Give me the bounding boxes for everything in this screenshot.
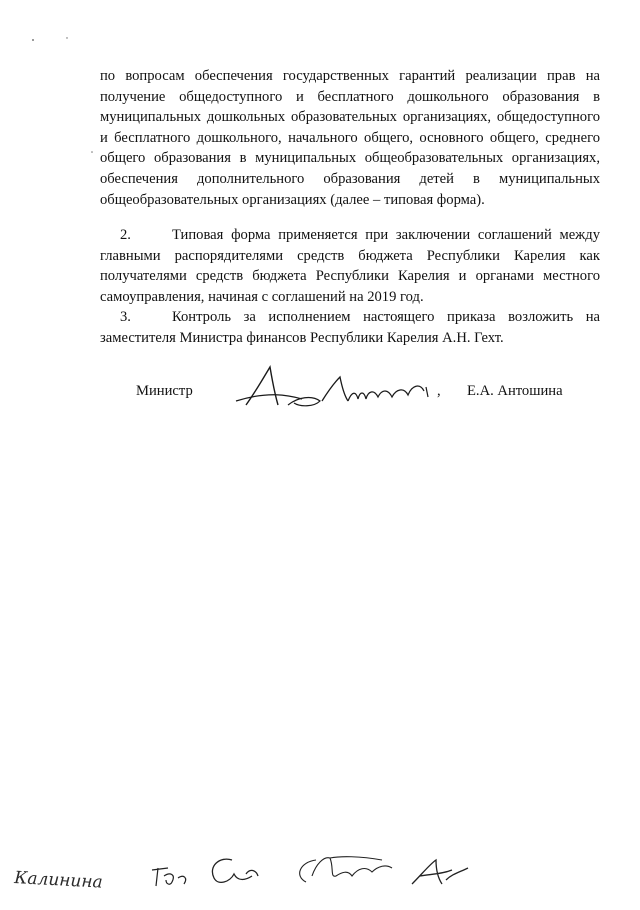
signature-block [0,377,640,417]
second-visa [152,868,186,886]
signature-comma: , [437,383,441,399]
paragraph-1: по вопросам обеспечения государственных гарантий реализации прав на получение общедоступного и бесплатного дошкольного образования в муниципальных дошкольных образовательных организациях, общедоступного и бесплатного дошкольного, начального общего, основного общего, среднего общего образования в муниципальных общеобразовательных организациях, обеспечения дополнительного образования детей в муниципальных общеобразовательных организациях (далее – типовая форма). [100,68,600,208]
signatory-name: Е.А. Антошина [467,383,563,399]
approval-visas [0,838,640,905]
item-number-3: 3. [120,309,131,325]
item-text-3: Контроль за исполнением настоящего приказа возложить на заместителя Министра финансов Республики Карелия А.Н. Гехт. [100,309,600,346]
third-visa [212,859,258,882]
signatory-title: Министр [136,383,193,399]
scan-dot [91,151,93,153]
paragraph-2 [100,225,600,307]
first-visa: Калинина [13,868,104,893]
item-number-2: 2. [120,227,131,243]
scan-dot [66,37,67,38]
paragraph-3 [100,307,600,348]
fourth-visa [300,857,392,882]
item-text-2: Типовая форма применяется при заключении соглашений между главными распорядителями средств бюджета Республики Карелия как получателями средств бюджета Республики Карелия и органами местного самоуправления, начиная с соглашений на 2019 год. [100,227,600,305]
scan-dot [32,39,34,41]
handwritten-signature [228,361,458,421]
fifth-visa [412,860,468,884]
approval-signatures [0,838,640,905]
